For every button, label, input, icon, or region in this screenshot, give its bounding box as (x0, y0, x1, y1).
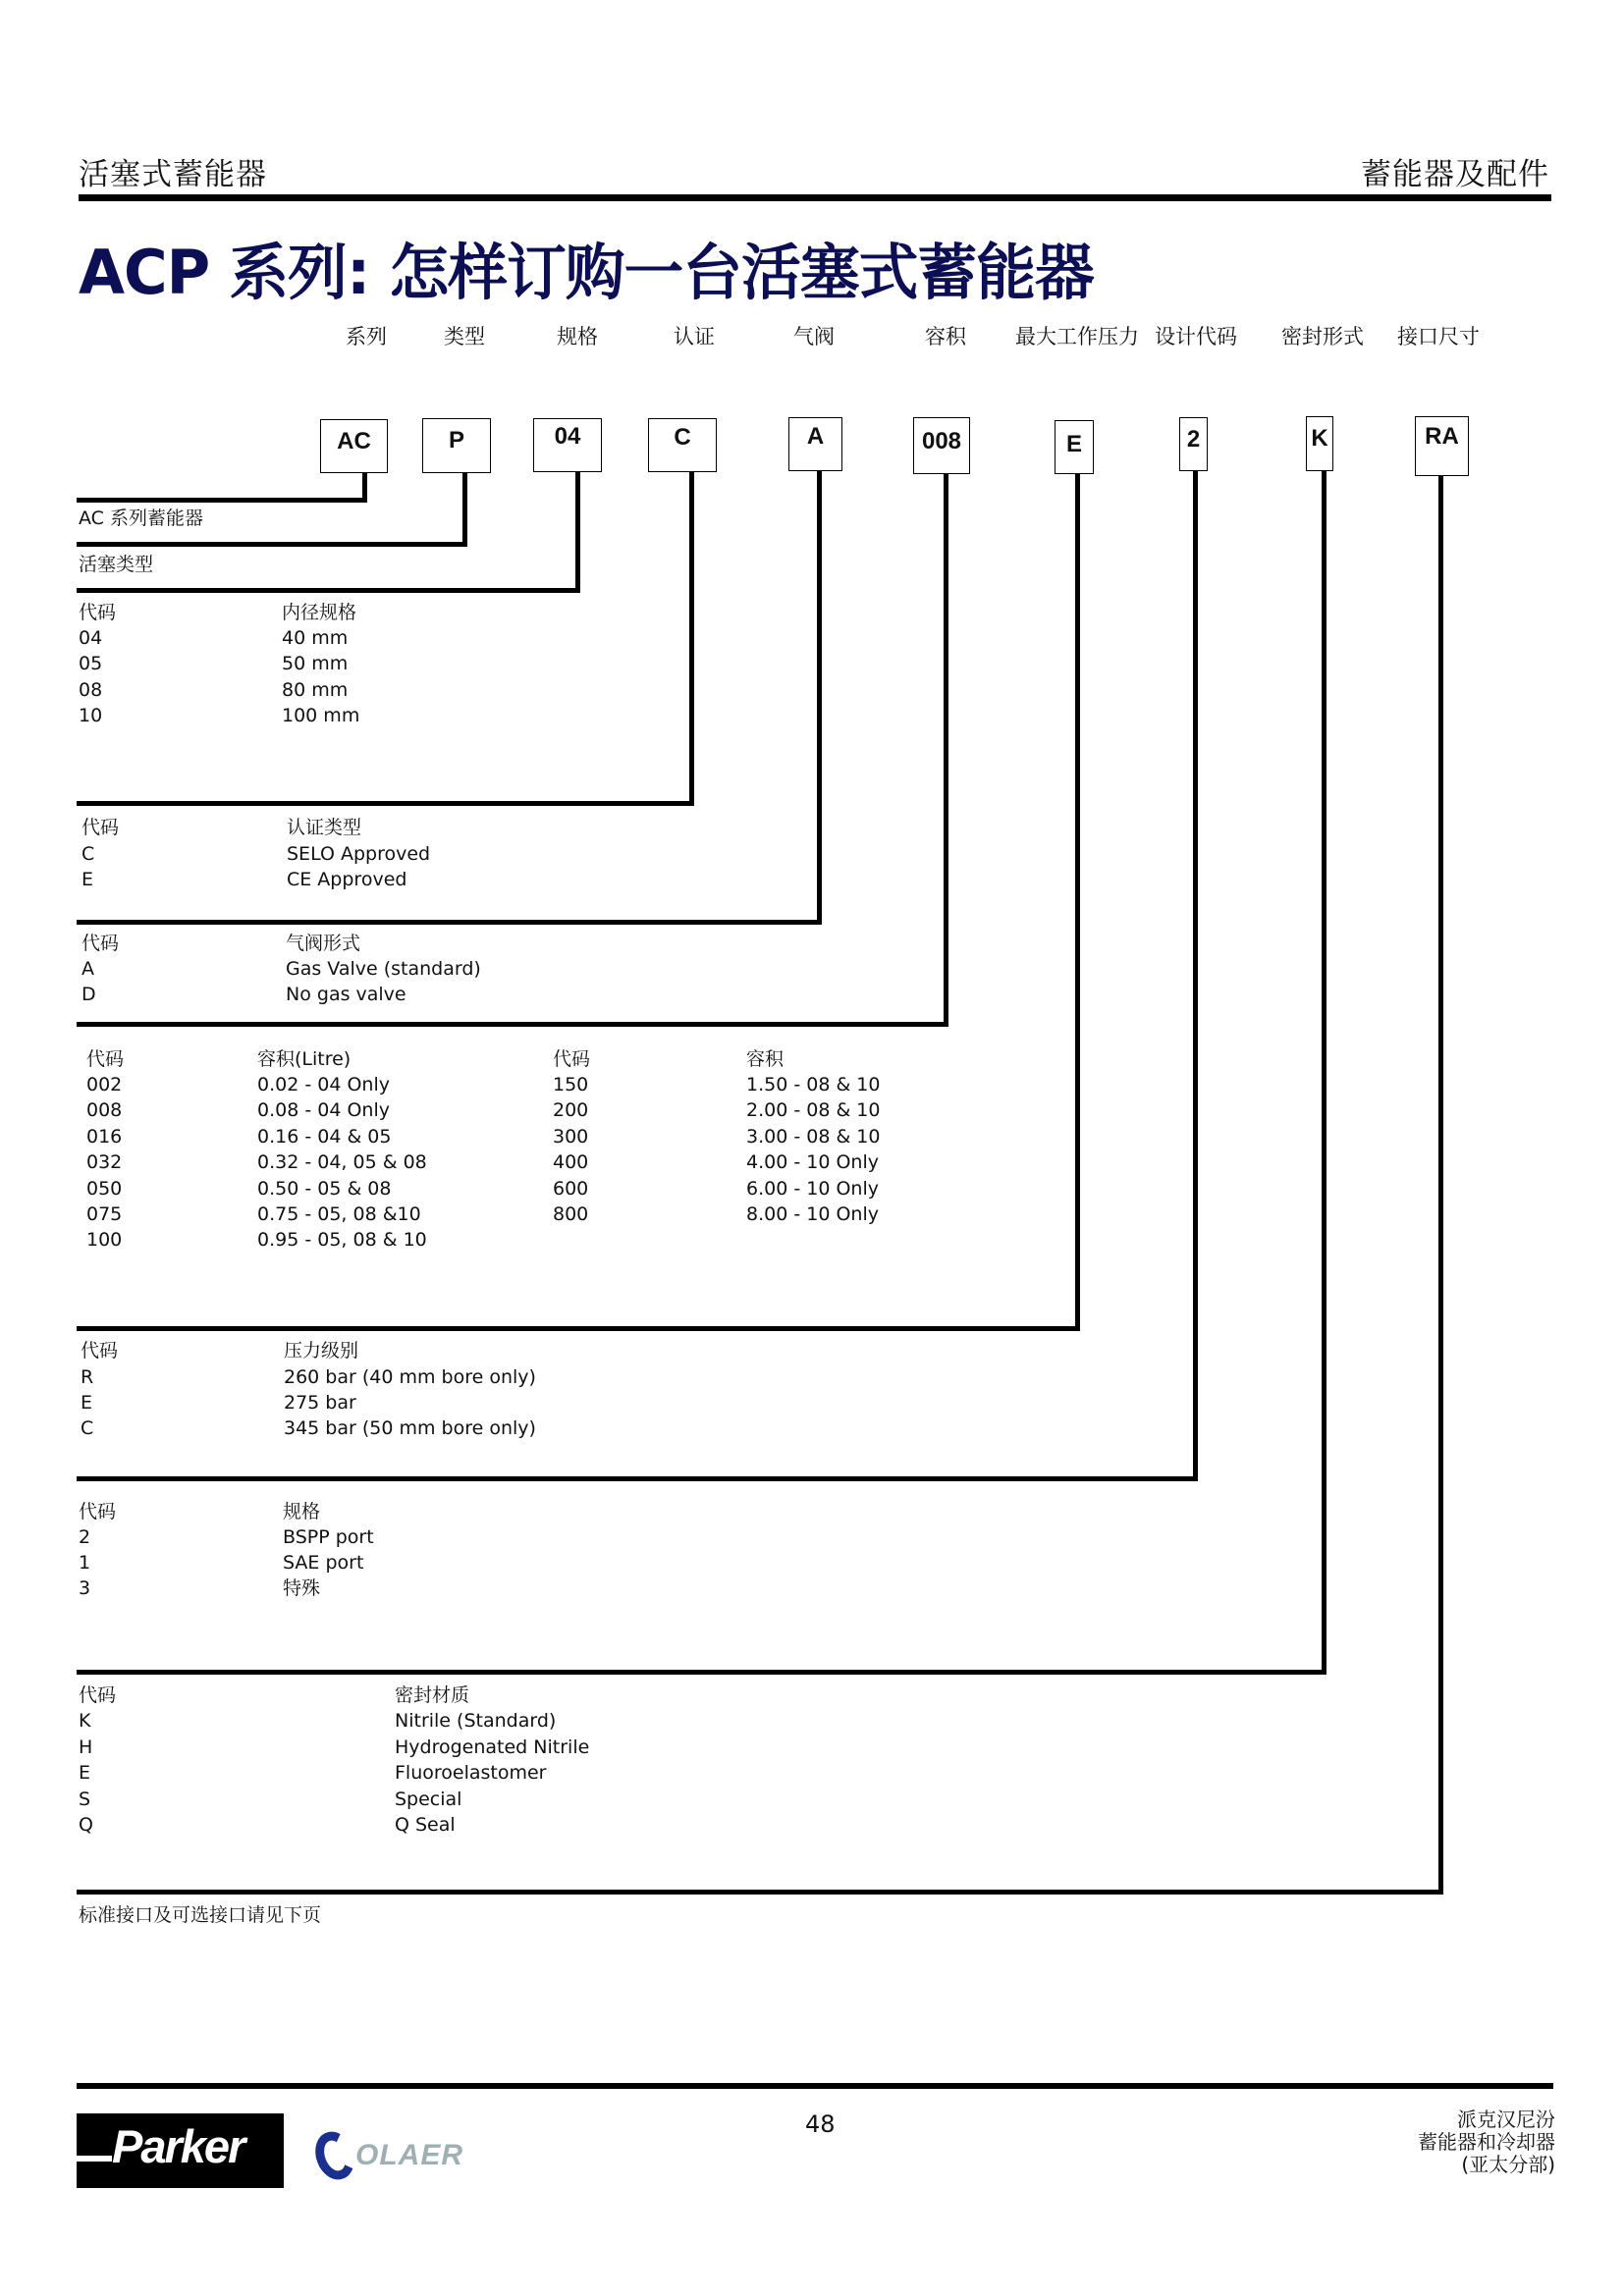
volume-code-2: 600 (553, 1178, 589, 1200)
volume-code-2: 400 (553, 1151, 589, 1173)
connector-gas-valve-horizontal (77, 920, 822, 925)
olaer-logo-text: OLAER (355, 2139, 463, 2171)
design-value-header: 规格 (283, 1501, 321, 1522)
volume-code-header: 代码 (86, 1048, 125, 1070)
bore-value: 40 mm (282, 627, 349, 649)
volume-value-2: 1.50 - 08 & 10 (746, 1074, 881, 1095)
volume-value: 0.16 - 04 & 05 (257, 1126, 392, 1148)
volume-code: 002 (86, 1074, 123, 1095)
seal-value-header: 密封材质 (395, 1684, 470, 1706)
volume-value-2: 6.00 - 10 Only (746, 1178, 879, 1200)
volume-value: 0.75 - 05, 08 &10 (257, 1203, 421, 1225)
company-info (1418, 2109, 1555, 2176)
olaer-logo (316, 2128, 463, 2183)
certification-code: C (81, 843, 95, 865)
code-seal: K (1311, 425, 1328, 452)
code-box-certification (648, 418, 717, 472)
volume-code-2: 300 (553, 1126, 589, 1148)
col-label-certification: 认证 (674, 325, 715, 348)
code-volume: 008 (921, 428, 962, 454)
seal-code: S (79, 1789, 91, 1810)
company-line-3: (亚太分部) (1461, 2153, 1555, 2176)
code-certification: C (674, 424, 691, 451)
certification-code: E (81, 869, 94, 890)
volume-value-header-2: 容积 (746, 1048, 785, 1070)
connector-certification-vertical (689, 472, 694, 806)
seal-value: Q Seal (395, 1814, 456, 1836)
parker-logo-bar (77, 2156, 112, 2162)
parker-logo-text: Parker (112, 2120, 244, 2172)
pressure-code: E (81, 1392, 93, 1414)
bore-code: 05 (79, 653, 103, 674)
company-line-2: 蓄能器和冷却器 (1418, 2130, 1555, 2154)
pressure-code-header: 代码 (81, 1340, 119, 1362)
gas-valve-code-header: 代码 (81, 933, 120, 954)
connector-seal-horizontal (77, 1670, 1326, 1675)
col-label-max-pressure: 最大工作压力 (1015, 325, 1139, 348)
design-value: SAE port (283, 1552, 364, 1574)
gas-valve-code: D (81, 984, 96, 1005)
connector-volume-horizontal (77, 1022, 948, 1027)
connector-size-horizontal (77, 588, 580, 593)
col-label-volume: 容积 (925, 325, 966, 348)
volume-code: 100 (86, 1229, 123, 1251)
col-label-seal: 密封形式 (1281, 325, 1364, 348)
pressure-code: R (81, 1366, 94, 1388)
seal-value: Fluoroelastomer (395, 1762, 547, 1784)
connector-type-horizontal (77, 542, 467, 547)
connector-max-pressure-horizontal (77, 1326, 1080, 1331)
code-design-code: 2 (1186, 426, 1201, 453)
code-box-volume (913, 417, 970, 474)
seal-code: Q (79, 1814, 93, 1836)
section-header-right: 蓄能器及配件 (1361, 157, 1549, 192)
seal-code: K (79, 1710, 91, 1732)
design-value: 特殊 (283, 1577, 321, 1599)
connector-seal-vertical (1322, 471, 1326, 1675)
seal-code: E (79, 1762, 91, 1784)
volume-code: 008 (86, 1099, 123, 1121)
volume-code-header-2: 代码 (553, 1048, 591, 1070)
footer-rule (77, 2083, 1553, 2089)
col-label-size: 规格 (557, 325, 598, 348)
seal-value: Hydrogenated Nitrile (395, 1736, 590, 1758)
type-description: 活塞类型 (79, 554, 154, 575)
connector-certification-horizontal (77, 801, 694, 806)
volume-value: 0.95 - 05, 08 & 10 (257, 1229, 427, 1251)
code-max-pressure: E (1065, 431, 1082, 457)
code-port-size: RA (1425, 423, 1459, 450)
code-box-port-size (1415, 416, 1469, 476)
seal-code-header: 代码 (79, 1684, 117, 1706)
connector-series-horizontal (77, 498, 367, 503)
code-box-series (320, 419, 388, 473)
bore-value: 50 mm (282, 653, 349, 674)
code-box-type (422, 418, 491, 473)
bore-code: 08 (79, 679, 103, 701)
col-label-type: 类型 (444, 325, 485, 348)
company-line-1: 派克汉尼汾 (1457, 2108, 1555, 2131)
seal-value: Special (395, 1789, 462, 1810)
design-value: BSPP port (283, 1526, 374, 1548)
gas-valve-code: A (81, 958, 94, 980)
certification-value: SELO Approved (287, 843, 431, 865)
code-size: 04 (554, 423, 581, 450)
page-title: ACP 系列: 怎样订购一台活塞式蓄能器 (79, 237, 1094, 308)
volume-value-2: 3.00 - 08 & 10 (746, 1126, 881, 1148)
connector-type-vertical (462, 473, 467, 547)
pressure-code: C (81, 1417, 94, 1439)
connector-port-size-vertical (1438, 476, 1443, 1895)
page-number: 48 (805, 2110, 836, 2138)
volume-code-2: 150 (553, 1074, 589, 1095)
connector-design-code-vertical (1193, 471, 1198, 1481)
design-code-header: 代码 (79, 1501, 117, 1522)
pressure-value: 275 bar (284, 1392, 356, 1414)
certification-value: CE Approved (287, 869, 407, 890)
col-label-port-size: 接口尺寸 (1397, 325, 1480, 348)
code-type: P (448, 427, 464, 454)
section-header-left: 活塞式蓄能器 (79, 157, 267, 192)
port-size-note: 标准接口及可选接口请见下页 (79, 1904, 322, 1926)
bore-code-header: 代码 (79, 602, 117, 623)
pressure-value: 260 bar (40 mm bore only) (284, 1366, 536, 1388)
volume-code: 075 (86, 1203, 123, 1225)
volume-value-header: 容积(Litre) (257, 1048, 352, 1070)
code-gas-valve: A (806, 423, 825, 450)
volume-value-2: 2.00 - 08 & 10 (746, 1099, 881, 1121)
volume-value: 0.02 - 04 Only (257, 1074, 390, 1095)
series-description: AC 系列蓄能器 (79, 507, 203, 529)
volume-code: 050 (86, 1178, 123, 1200)
gas-valve-value-header: 气阀形式 (286, 933, 361, 954)
seal-value: Nitrile (Standard) (395, 1710, 557, 1732)
volume-value: 0.50 - 05 & 08 (257, 1178, 392, 1200)
gas-valve-value: Gas Valve (standard) (286, 958, 481, 980)
code-box-design-code (1179, 417, 1208, 471)
volume-value: 0.32 - 04, 05 & 08 (257, 1151, 427, 1173)
header-rule (79, 194, 1551, 201)
volume-value-2: 4.00 - 10 Only (746, 1151, 879, 1173)
connector-size-vertical (575, 472, 580, 593)
bore-code: 10 (79, 705, 103, 726)
connector-max-pressure-vertical (1075, 474, 1080, 1331)
col-label-series: 系列 (346, 325, 387, 348)
olaer-mark-icon (309, 2126, 361, 2185)
volume-code-2: 200 (553, 1099, 589, 1121)
pressure-value: 345 bar (50 mm bore only) (284, 1417, 536, 1439)
volume-code: 032 (86, 1151, 123, 1173)
code-box-size (533, 418, 602, 472)
connector-design-code-horizontal (77, 1476, 1198, 1481)
bore-value: 100 mm (282, 705, 360, 726)
bore-value: 80 mm (282, 679, 349, 701)
volume-value: 0.08 - 04 Only (257, 1099, 390, 1121)
bore-value-header: 内径规格 (282, 602, 357, 623)
seal-code: H (79, 1736, 93, 1758)
volume-code: 016 (86, 1126, 123, 1148)
connector-volume-vertical (944, 474, 948, 1027)
gas-valve-value: No gas valve (286, 984, 406, 1005)
connector-gas-valve-vertical (817, 471, 822, 925)
certification-value-header: 认证类型 (287, 817, 362, 838)
col-label-design-code: 设计代码 (1155, 325, 1237, 348)
connector-port-size-horizontal (77, 1890, 1443, 1895)
col-label-gas-valve: 气阀 (793, 325, 835, 348)
code-series: AC (337, 428, 371, 454)
code-box-max-pressure (1055, 420, 1094, 474)
certification-code-header: 代码 (81, 817, 120, 838)
code-box-gas-valve (788, 417, 842, 471)
volume-code-2: 800 (553, 1203, 589, 1225)
volume-value-2: 8.00 - 10 Only (746, 1203, 879, 1225)
design-code: 1 (79, 1552, 91, 1574)
parker-logo (77, 2113, 284, 2188)
pressure-value-header: 压力级别 (284, 1340, 359, 1362)
design-code: 3 (79, 1577, 91, 1599)
bore-code: 04 (79, 627, 103, 649)
code-box-seal (1306, 416, 1333, 471)
design-code: 2 (79, 1526, 91, 1548)
